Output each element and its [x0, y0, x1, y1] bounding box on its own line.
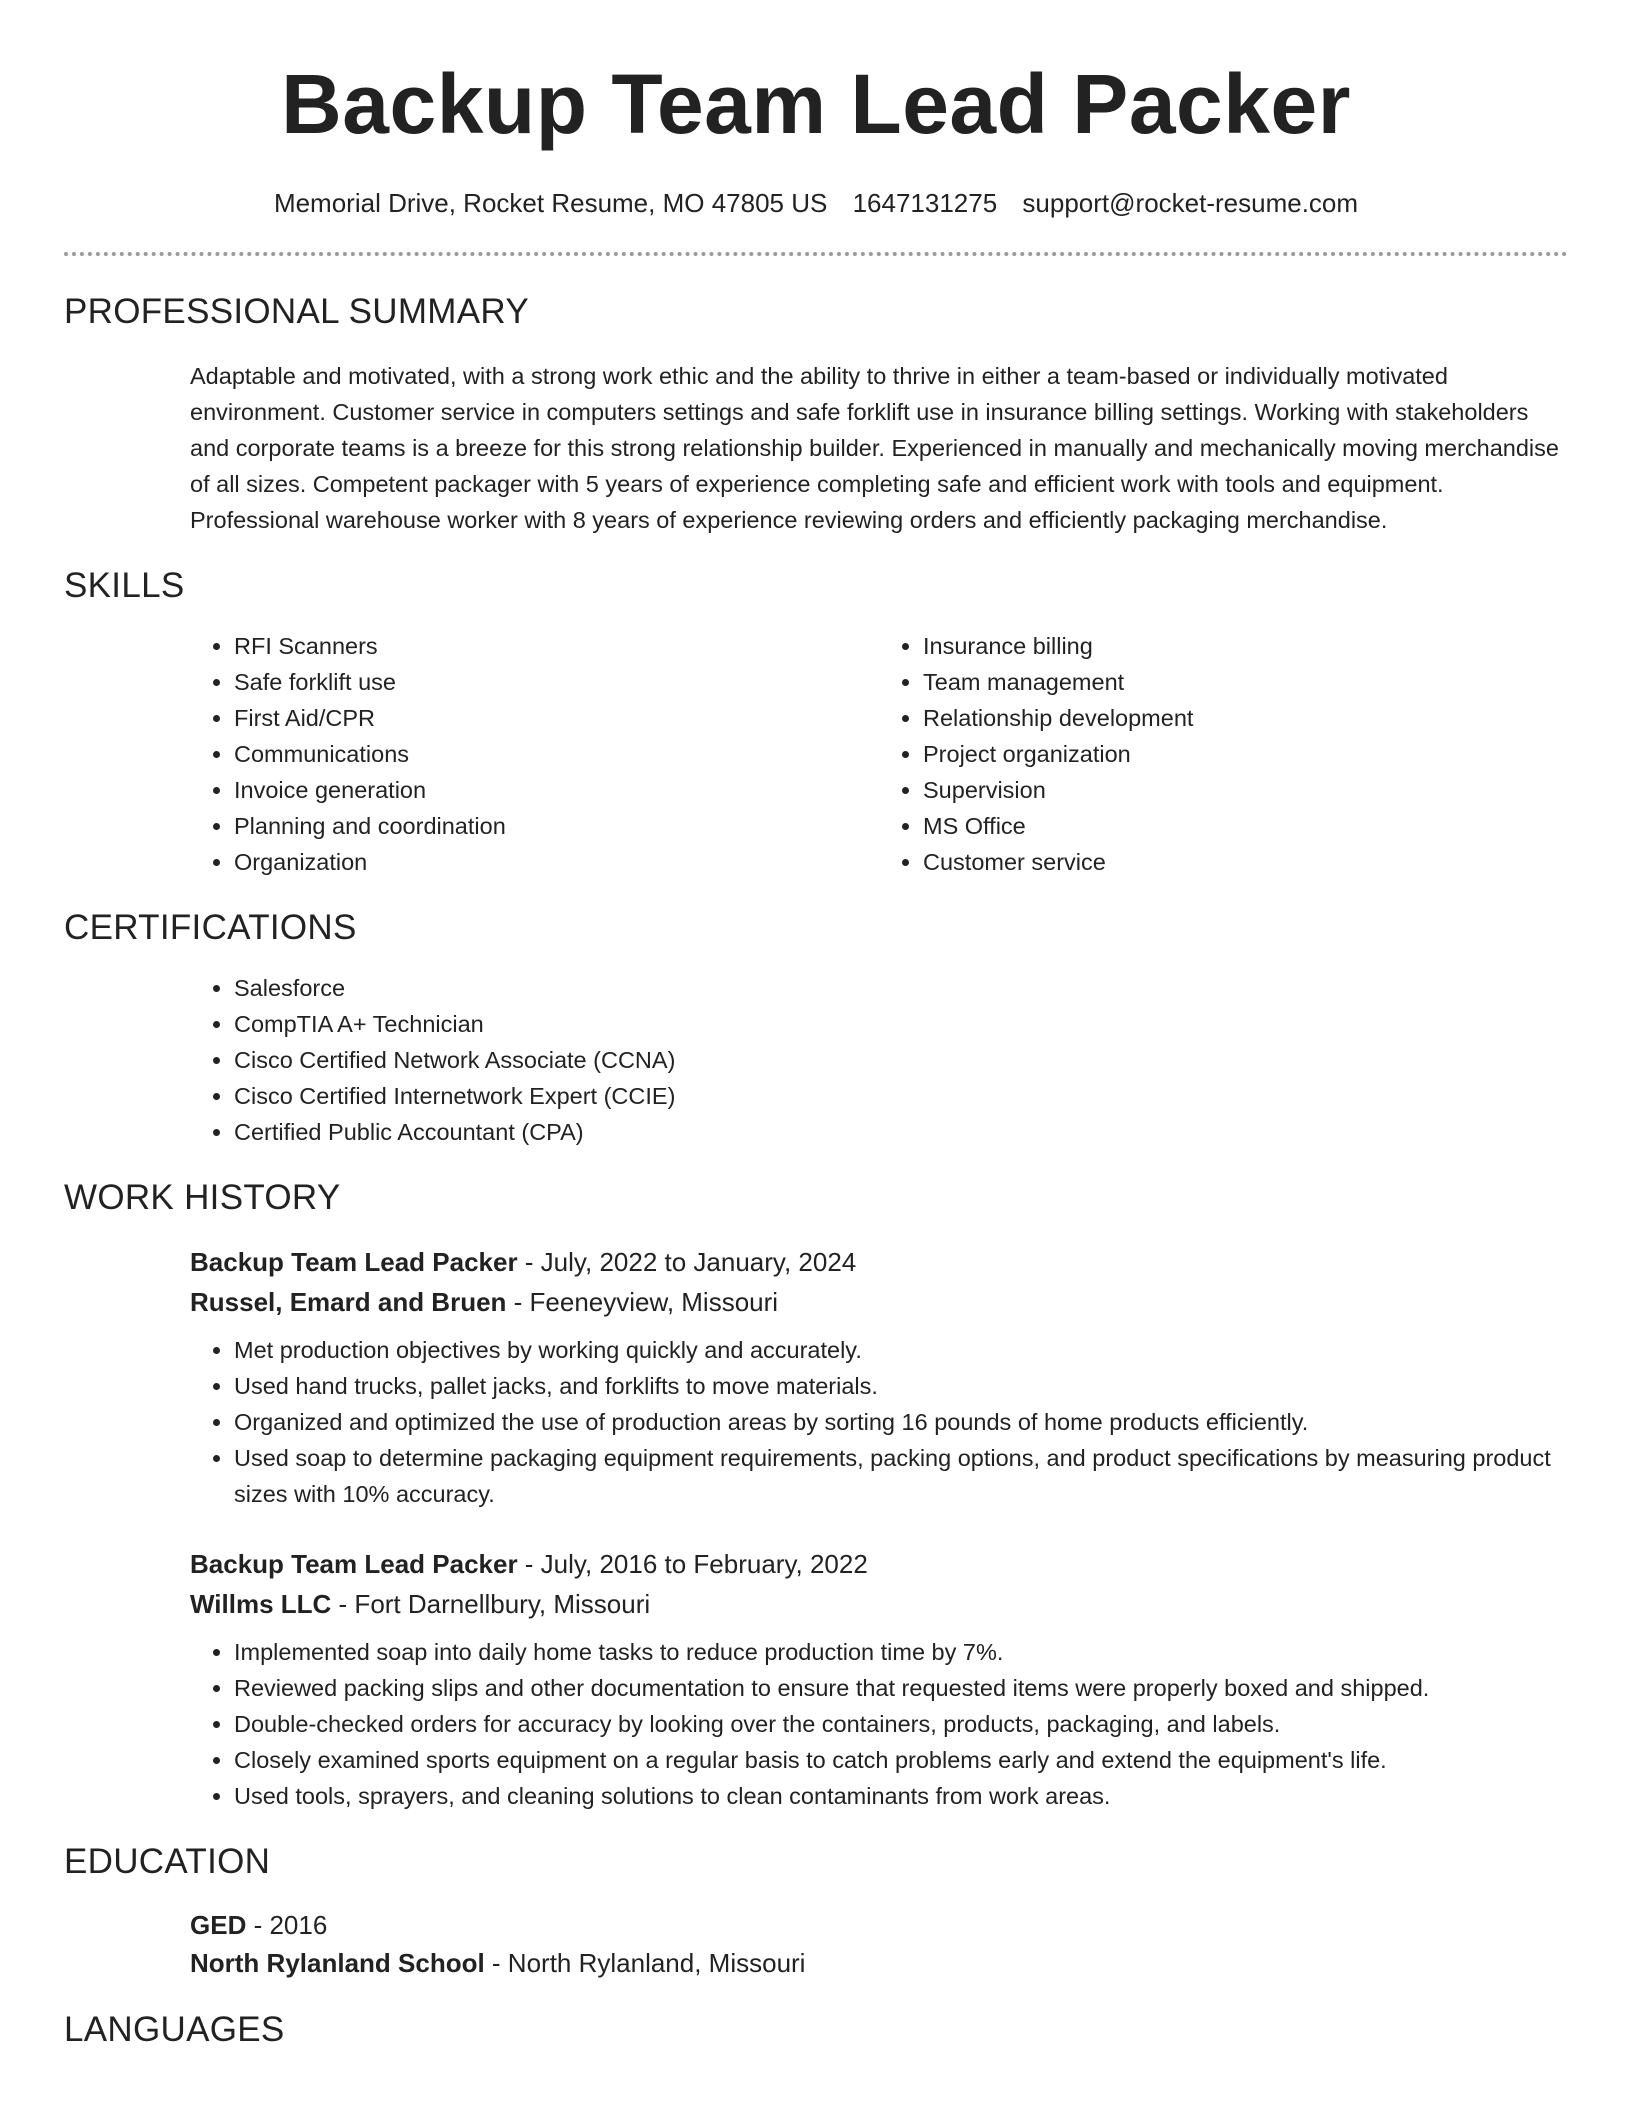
job-location: - Feeneyview, Missouri [506, 1287, 779, 1317]
skills-right-list [879, 628, 1568, 880]
list-item: • Organized and optimized the use of production areas by sorting 16 pounds of home products efficiently. [234, 1404, 1568, 1440]
job-duties-list [190, 1332, 1568, 1512]
list-item: • Double-checked orders for accuracy by looking over the containers, products, packaging, and labels. [234, 1706, 1568, 1742]
list-item: • Insurance billing [923, 628, 1568, 664]
list-item: • RFI Scanners [234, 628, 879, 664]
education-entry [64, 1906, 1568, 1982]
list-item: • Implemented soap into daily home tasks to reduce production time by 7%. [234, 1634, 1568, 1670]
skills-section [64, 564, 1568, 880]
list-item: • Certified Public Accountant (CPA) [234, 1114, 1568, 1150]
education-school: North Rylanland School [190, 1948, 485, 1978]
education-location: - North Rylanland, Missouri [484, 1948, 806, 1978]
list-item: • Met production objectives by working quickly and accurately. [234, 1332, 1568, 1368]
contact-phone: 1647131275 [852, 188, 998, 218]
job-entry [64, 1544, 1568, 1814]
list-item: • Supervision [923, 772, 1568, 808]
list-item: • Customer service [923, 844, 1568, 880]
job-duties-list [190, 1634, 1568, 1814]
list-item: • Planning and coordination [234, 808, 879, 844]
job-title-line [190, 1544, 1568, 1584]
list-item: • Reviewed packing slips and other documentation to ensure that requested items were properly boxed and shipped. [234, 1670, 1568, 1706]
list-item: • Used soap to determine packaging equipment requirements, packing options, and product specifications by measuring product sizes with 10% accuracy. [234, 1440, 1568, 1512]
job-company-line [190, 1282, 1568, 1322]
skills-left-list [190, 628, 879, 880]
list-item: • CompTIA A+ Technician [234, 1006, 1568, 1042]
job-title-line [190, 1242, 1568, 1282]
certifications-heading: CERTIFICATIONS [64, 908, 357, 947]
education-heading: EDUCATION [64, 1842, 271, 1881]
job-entry [64, 1242, 1568, 1512]
languages-heading: LANGUAGES [64, 2010, 285, 2049]
list-item: • Safe forklift use [234, 664, 879, 700]
job-dates: - July, 2022 to January, 2024 [517, 1247, 857, 1277]
contact-email: support@rocket-resume.com [1022, 188, 1359, 218]
languages-section [64, 2008, 1568, 2052]
education-school-line [190, 1944, 1568, 1982]
candidate-name: Backup Team Lead Packer [281, 57, 1351, 151]
education-degree: GED [190, 1910, 247, 1940]
list-item: • Cisco Certified Internetwork Expert (CCIE) [234, 1078, 1568, 1114]
list-item: • Used tools, sprayers, and cleaning solutions to clean contaminants from work areas. [234, 1778, 1568, 1814]
job-role: Backup Team Lead Packer [190, 1549, 518, 1579]
list-item: • Project organization [923, 736, 1568, 772]
job-company-line [190, 1584, 1568, 1624]
summary-heading: PROFESSIONAL SUMMARY [64, 292, 529, 331]
contact-address: Memorial Drive, Rocket Resume, MO 47805 US [273, 188, 828, 218]
summary-section [64, 290, 1568, 538]
job-location: - Fort Darnellbury, Missouri [331, 1589, 651, 1619]
certifications-list-wrap [64, 970, 1568, 1150]
job-dates: - July, 2016 to February, 2022 [517, 1549, 868, 1579]
contact-line [64, 186, 1568, 220]
job-company: Willms LLC [190, 1589, 332, 1619]
skills-heading: SKILLS [64, 566, 185, 605]
education-year: - 2016 [246, 1910, 328, 1940]
job-company: Russel, Emard and Bruen [190, 1287, 507, 1317]
education-degree-line [190, 1906, 1568, 1944]
list-item: • Salesforce [234, 970, 1568, 1006]
job-role: Backup Team Lead Packer [190, 1247, 518, 1277]
list-item: • MS Office [923, 808, 1568, 844]
list-item: • Used hand trucks, pallet jacks, and forklifts to move materials. [234, 1368, 1568, 1404]
list-item: • Invoice generation [234, 772, 879, 808]
skills-columns [64, 628, 1568, 880]
list-item: • First Aid/CPR [234, 700, 879, 736]
education-section [64, 1840, 1568, 1982]
header-divider [64, 252, 1568, 256]
list-item: • Closely examined sports equipment on a regular basis to catch problems early and extend the equipment's life. [234, 1742, 1568, 1778]
list-item: • Relationship development [923, 700, 1568, 736]
summary-text: Adaptable and motivated, with a strong work ethic and the ability to thrive in either a team-based or individually motivated environment. Customer service in computers settings and safe forklift use in insurance billing settings. Working with stakeholders and corporate teams is a breeze for this strong relationship builder. Experienced in manually and mechanically moving merchandise of all sizes. Competent packager with 5 years of experience completing safe and efficient work with tools and equipment. Professional warehouse worker with 8 years of experience reviewing orders and efficiently packaging merchandise. [190, 363, 1559, 533]
certifications-section [64, 906, 1568, 1150]
list-item: • Communications [234, 736, 879, 772]
list-item: • Cisco Certified Network Associate (CCNA) [234, 1042, 1568, 1078]
list-item: • Team management [923, 664, 1568, 700]
work-history-section [64, 1176, 1568, 1814]
work-history-heading: WORK HISTORY [64, 1178, 341, 1217]
list-item: • Organization [234, 844, 879, 880]
certifications-list [190, 970, 1568, 1150]
